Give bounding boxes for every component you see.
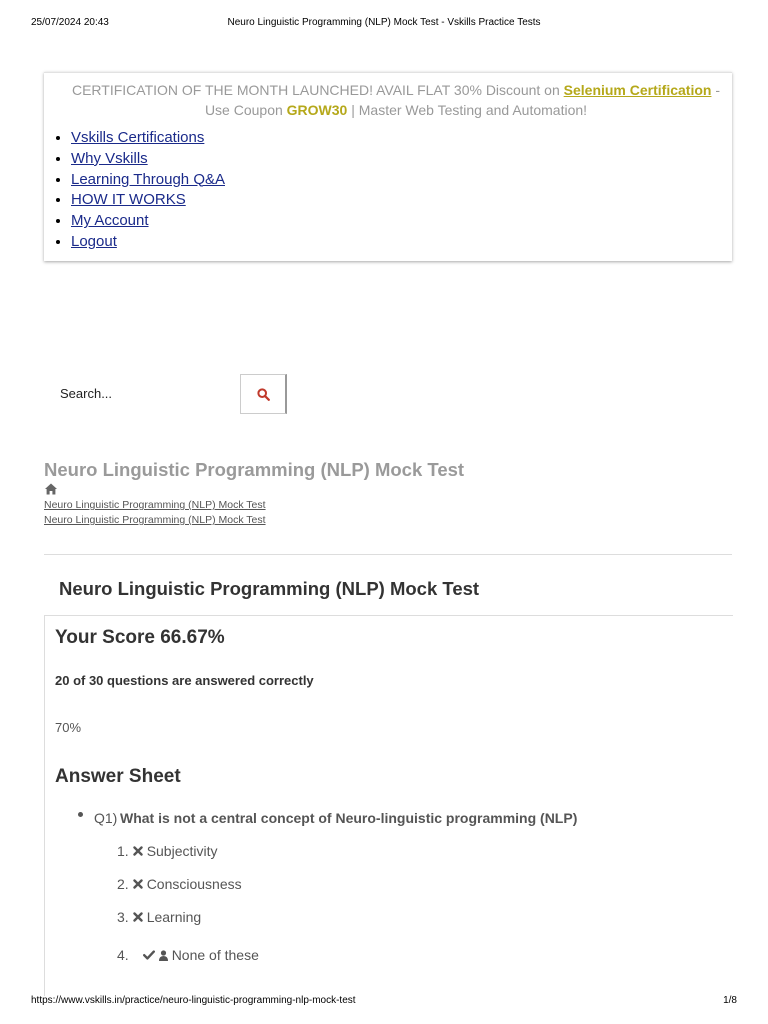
promo-code: GROW30 [286, 101, 348, 118]
option-label: None of these [171, 947, 259, 963]
print-footer [31, 995, 737, 1009]
option-label: Learning [146, 909, 202, 925]
search-form [44, 374, 287, 414]
question-bullet [78, 812, 83, 817]
search-button[interactable] [240, 374, 287, 414]
promo-suffix: | Master Web Testing and Automation! [347, 101, 588, 118]
option-number: 4. [117, 947, 129, 963]
nav-item-learning [71, 170, 225, 191]
times-icon [133, 879, 143, 889]
search-icon [257, 388, 270, 401]
nav-link-logout[interactable]: Logout [71, 232, 117, 250]
card-title: Neuro Linguistic Programming (NLP) Mock Test [59, 578, 480, 599]
nav-link-why-vskills[interactable]: Why Vskills [71, 149, 148, 167]
breadcrumb-link[interactable]: Neuro Linguistic Programming (NLP) Mock Test [44, 499, 266, 511]
answer-option-correct [117, 947, 259, 963]
page-heading: Neuro Linguistic Programming (NLP) Mock Test [44, 459, 465, 480]
breadcrumb-current[interactable]: Neuro Linguistic Programming (NLP) Mock Test [44, 514, 266, 526]
print-url: https://www.vskills.in/practice/neuro-linguistic-programming-nlp-mock-test [31, 995, 356, 1006]
answer-option [117, 876, 242, 892]
nav-link-my-account[interactable]: My Account [71, 212, 149, 230]
home-icon[interactable] [44, 482, 58, 496]
times-icon [133, 912, 143, 922]
nav-item-why-vskills [71, 149, 225, 170]
option-number: 1. [117, 843, 129, 859]
nav-item-logout [71, 232, 225, 253]
promo-prefix: CERTIFICATION OF THE MONTH LAUNCHED! AVAIL FLAT 30% Discount on [71, 82, 564, 98]
pass-percent: 70% [55, 720, 82, 735]
check-icon [143, 950, 155, 960]
search-input[interactable]: Search... [60, 386, 113, 401]
nav-item-certifications [71, 128, 225, 149]
result-panel [44, 615, 733, 996]
nav-link-certifications[interactable]: Vskills Certifications [71, 129, 205, 146]
option-label: Consciousness [146, 876, 242, 892]
option-number: 3. [117, 909, 129, 925]
times-icon [133, 846, 143, 856]
promo-mid: - Use Coupon [204, 82, 721, 118]
promo-banner [44, 81, 732, 120]
question-number: Q1) [94, 810, 118, 826]
nav-item-my-account [71, 211, 225, 232]
option-number: 2. [117, 876, 129, 892]
promo-link[interactable]: Selenium Certification [563, 82, 712, 98]
print-page-number: 1/8 [723, 995, 737, 1006]
option-label: Subjectivity [146, 843, 218, 859]
site-header [44, 72, 732, 261]
answer-option [117, 909, 201, 925]
question-text: What is not a central concept of Neuro-linguistic programming (NLP) [120, 810, 578, 826]
nav-link-learning[interactable]: Learning Through Q&A [71, 170, 225, 188]
nav-item-how-it-works [71, 190, 225, 211]
score-heading: Your Score 66.67% [55, 627, 225, 648]
answer-sheet-heading: Answer Sheet [55, 766, 181, 787]
nav-link-how-it-works[interactable]: HOW IT WORKS [71, 191, 186, 209]
print-datetime: 25/07/2024 20:43 [31, 17, 109, 28]
print-doc-title: Neuro Linguistic Programming (NLP) Mock Test - Vskills Practice Tests [227, 17, 541, 28]
answer-option [117, 843, 218, 859]
divider [44, 554, 732, 555]
user-icon [159, 950, 168, 961]
main-nav [44, 128, 225, 253]
correct-count: 20 of 30 questions are answered correctly [55, 673, 314, 688]
print-header [31, 17, 737, 31]
